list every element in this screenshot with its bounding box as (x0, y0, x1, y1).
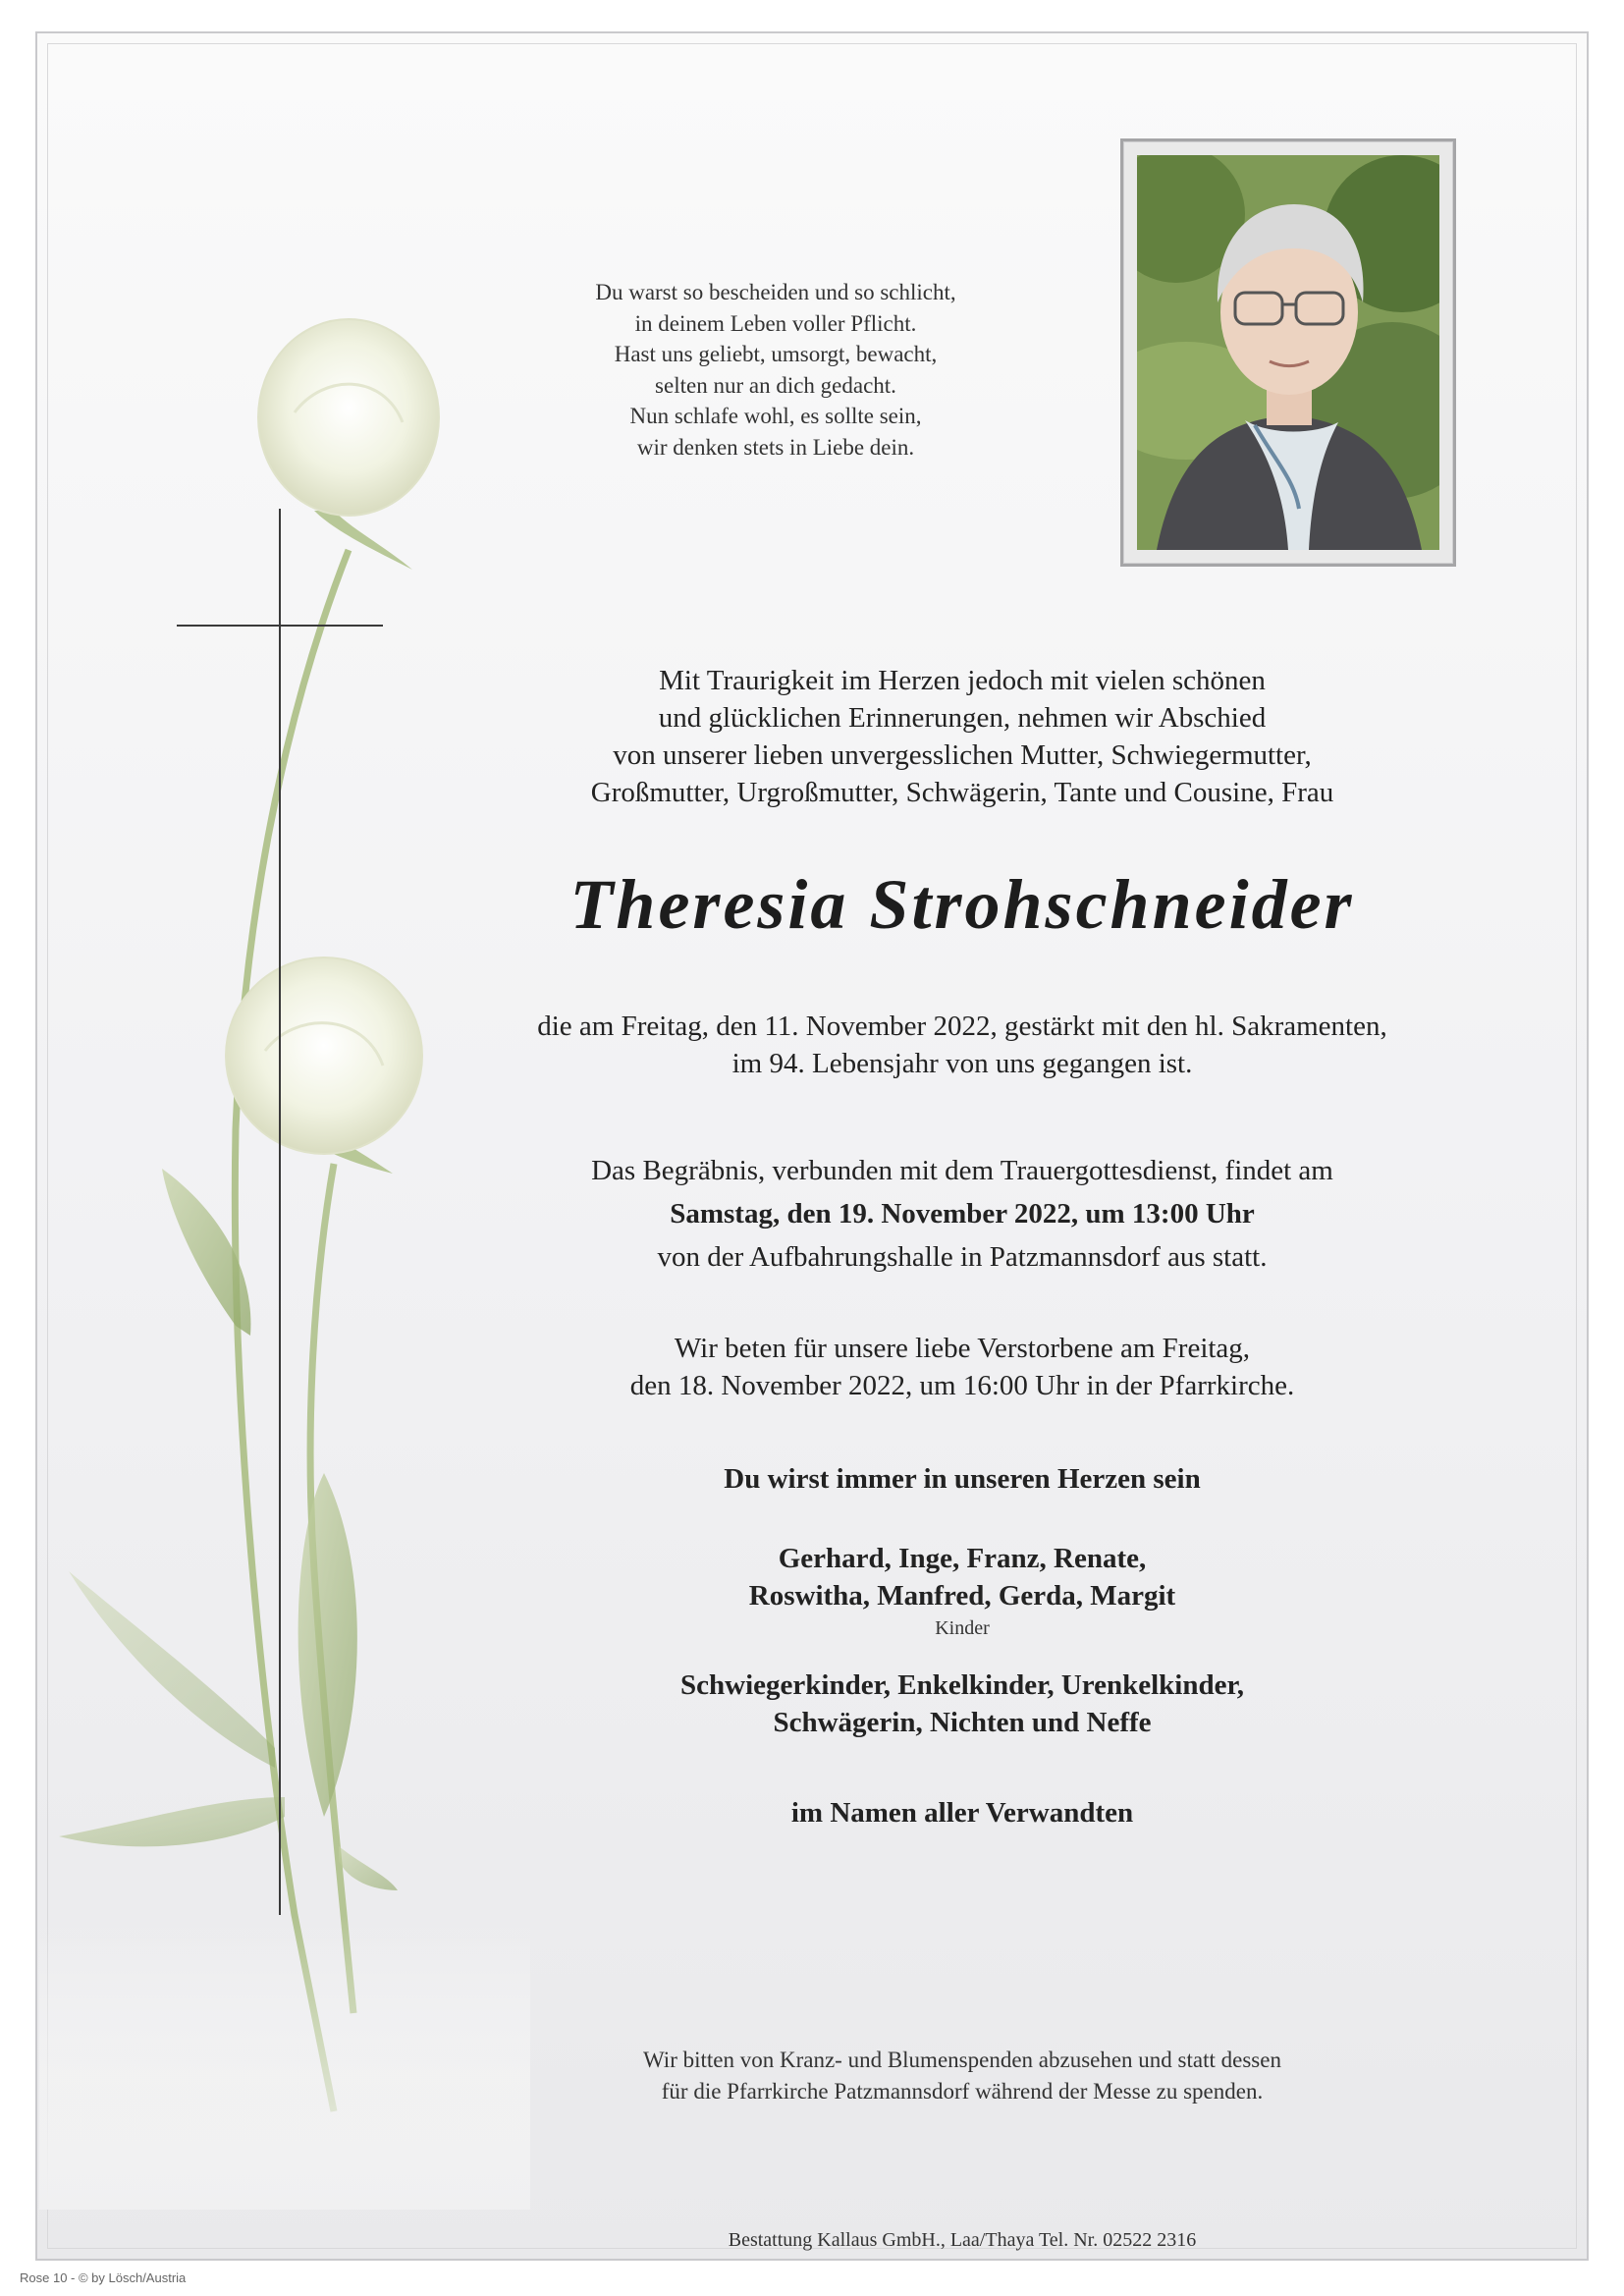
relatives (442, 1667, 1483, 1741)
children-line: Gerhard, Inge, Franz, Renate, (778, 1543, 1147, 1574)
prayer-line: den 18. November 2022, um 16:00 Uhr in der Pfarrkirche. (629, 1370, 1295, 1401)
donation-request (442, 2045, 1483, 2107)
portrait-frame (1120, 138, 1456, 567)
donation-line: Wir bitten von Kranz- und Blumenspenden abzusehen und statt dessen (643, 2048, 1281, 2072)
funeral-home-footer: Bestattung Kallaus GmbH., Laa/Thaya Tel. Nr. 02522 2316 (728, 2229, 1197, 2251)
leaf-5 (339, 1846, 398, 1890)
relatives-line: Schwiegerkinder, Enkelkinder, Urenkelkinder, (680, 1669, 1244, 1701)
intro-line: Großmutter, Urgroßmutter, Schwägerin, Tante und Cousine, Frau (590, 777, 1334, 808)
poem-line: selten nur an dich gedacht. (655, 372, 896, 398)
funeral-line: Das Begräbnis, verbunden mit dem Trauergottesdienst, findet am (591, 1155, 1333, 1186)
portrait-photo (1137, 155, 1439, 550)
poem-line: wir denken stets in Liebe dein. (636, 434, 915, 460)
intro-line: Mit Traurigkeit im Herzen jedoch mit vielen schönen (659, 665, 1266, 696)
sepal-upper (314, 511, 412, 570)
portrait-illustration (1137, 155, 1439, 550)
motto: Du wirst immer in unseren Herzen sein (724, 1463, 1201, 1495)
children-line: Roswitha, Manfred, Gerda, Margit (748, 1580, 1176, 1612)
intro-line: von unserer lieben unvergesslichen Mutter, Schwiegermutter, (613, 739, 1312, 771)
death-line: im 94. Lebensjahr von uns gegangen ist. (731, 1048, 1193, 1079)
intro-text (442, 662, 1483, 811)
death-line: die am Freitag, den 11. November 2022, gestärkt mit den hl. Sakramenten, (537, 1011, 1387, 1042)
deceased-name: Theresia Strohschneider (569, 865, 1355, 944)
children-label: Kinder (935, 1617, 990, 1639)
relatives-line: Schwägerin, Nichten und Neffe (773, 1707, 1152, 1738)
poem-line: Du warst so bescheiden und so schlicht, (595, 280, 956, 304)
donation-line: für die Pfarrkirche Patzmannsdorf während der Messe zu spenden. (661, 2079, 1264, 2104)
death-notice (442, 1008, 1483, 1082)
leaf-4 (69, 1571, 275, 1768)
design-credit: Rose 10 - © by Lösch/Austria (20, 2270, 187, 2285)
prayer-line: Wir beten für unsere liebe Verstorbene am Freitag, (674, 1333, 1251, 1364)
intro-line: und glücklichen Erinnerungen, nehmen wir Abschied (658, 702, 1267, 734)
prayer-details (442, 1330, 1483, 1404)
stem-upper (235, 550, 349, 2111)
poem-line: Hast uns geliebt, umsorgt, bewacht, (614, 342, 938, 366)
funeral-details (442, 1149, 1483, 1279)
children-names (442, 1540, 1483, 1614)
funeral-line: von der Aufbahrungshalle in Patzmannsdorf aus statt. (657, 1241, 1268, 1273)
poem-line: Nun schlafe wohl, es sollte sein, (629, 404, 922, 428)
poem-line: in deinem Leben voller Pflicht. (634, 310, 917, 336)
poem (511, 277, 1041, 463)
cross-horizontal-line (177, 625, 383, 627)
leaf-2 (298, 1473, 357, 1817)
cross-vertical-line (279, 509, 281, 1915)
closing-line: im Namen aller Verwandten (790, 1797, 1134, 1829)
rose-lower (226, 957, 422, 1154)
leaf-3 (59, 1797, 285, 1846)
rose-upper (258, 319, 439, 516)
funeral-date: Samstag, den 19. November 2022, um 13:00 Uhr (670, 1198, 1255, 1230)
